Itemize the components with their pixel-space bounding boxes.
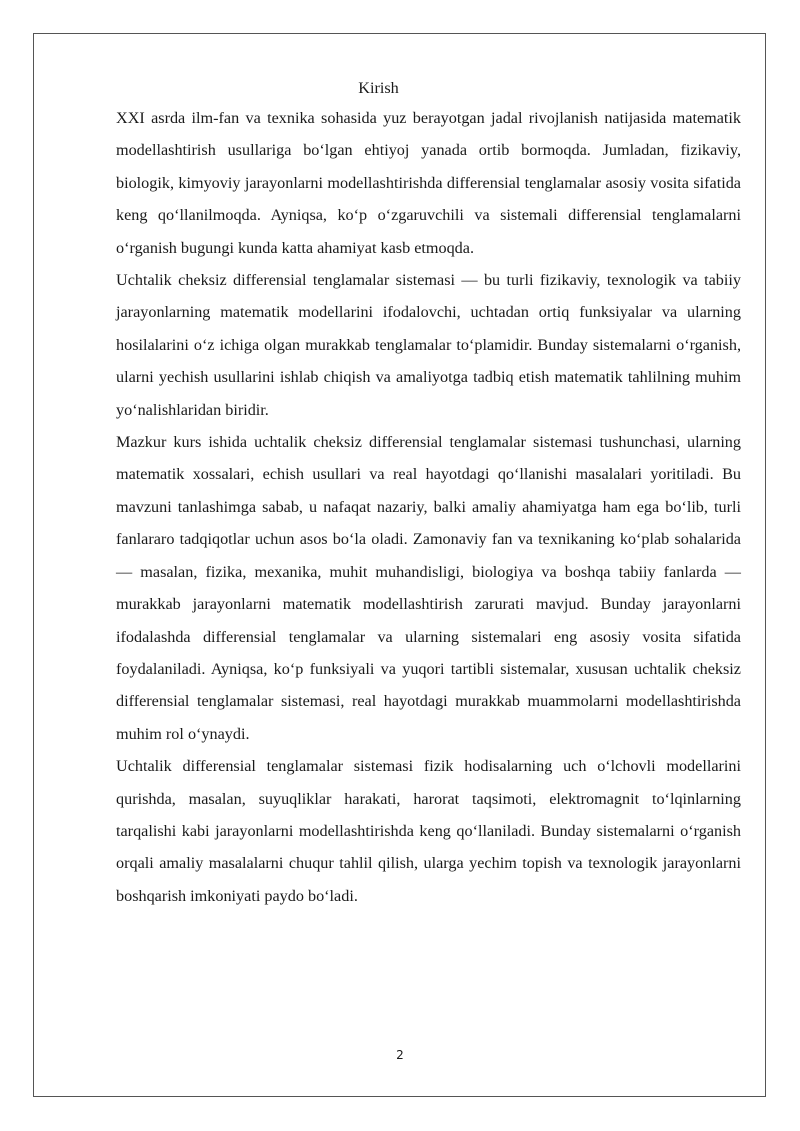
document-body xyxy=(116,74,741,912)
section-title xyxy=(116,74,741,102)
paragraph-2: Uchtalik cheksiz differensial tenglamalar sistemasi — bu turli fizikaviy, texnologik va tabiiy jarayonlarning matematik modellarini ifodalovchi, uchtadan ortiq funksiyalar va ularning hosilalarini o‘z ichiga olgan murakkab tenglamalar to‘plamidir. Bunday sistemalarni o‘rganish, ularni yechish usullarini ishlab chiqish va amaliyotga tadbiq etish matematik tahlilning muhim yo‘nalishlaridan biridir. xyxy=(116,271,741,419)
section-title-text: Kirish xyxy=(358,79,399,97)
page-number: 2 xyxy=(396,1048,404,1062)
paragraph-3: Mazkur kurs ishida uchtalik cheksiz differensial tenglamalar sistemasi tushunchasi, ularning matematik xossalari, echish usullari va real hayotdagi qo‘llanishi masalalari yoritiladi. Bu mavzuni tanlashimga sabab, u nafaqat nazariy, balki amaliy ahamiyatga ham ega bo‘lib, turli fanlararo tadqiqotlar uchun asos bo‘la oladi. Zamonaviy fan va texnikaning ko‘plab sohalarida — masalan, fizika, mexanika, muhit muhandisligi, biologiya va boshqa tabiiy fanlarda — murakkab jarayonlarni matematik modellashtirish zarurati mavjud. Bunday jarayonlarni ifodalashda differensial tenglamalar va ularning sistemalari eng asosiy vosita sifatida foydalaniladi. Ayniqsa, ko‘p funksiyali va yuqori tartibli sistemalar, xususan uchtalik cheksiz differensial tenglamalar sistemasi, real hayotdagi murakkab muammolarni modellashtirishda muhim rol o‘ynaydi. xyxy=(116,433,741,743)
paragraph-4: Uchtalik differensial tenglamalar sistemasi fizik hodisalarning uch o‘lchovli modellarini qurishda, masalan, suyuqliklar harakati, harorat taqsimoti, elektromagnit to‘lqinlarning tarqalishi kabi jarayonlarni modellashtirishda keng qo‘llaniladi. Bunday sistemalarni o‘rganish orqali amaliy masalalarni chuqur tahlil qilish, ularga yechim topish va texnologik jarayonlarni boshqarish imkoniyati paydo bo‘ladi. xyxy=(116,757,741,905)
paragraph-1: XXI asrda ilm-fan va texnika sohasida yuz berayotgan jadal rivojlanish natijasida matematik modellashtirish usullariga bo‘lgan ehtiyoj yanada ortib bormoqda. Jumladan, fizikaviy, biologik, kimyoviy jarayonlarni modellashtirishda differensial tenglamalar asosiy vosita sifatida keng qo‘llanilmoqda. Ayniqsa, ko‘p o‘zgaruvchili va sistemali differensial tenglamalarni o‘rganish bugungi kunda katta ahamiyat kasb etmoqda. xyxy=(116,109,741,257)
